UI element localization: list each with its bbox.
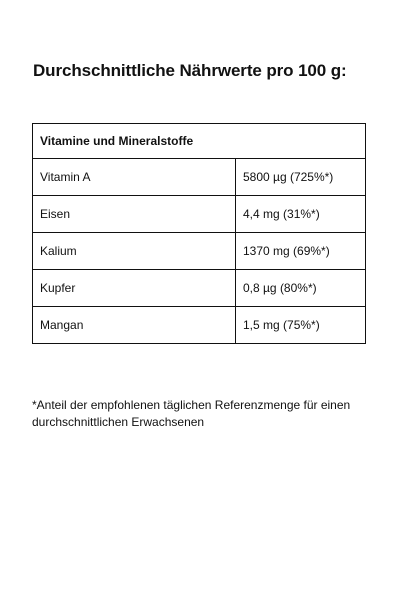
page-title: Durchschnittliche Nährwerte pro 100 g: bbox=[33, 61, 347, 80]
table-row bbox=[33, 233, 366, 270]
table-header-row bbox=[33, 124, 366, 159]
nutrient-value: 1370 mg (69%*) bbox=[236, 233, 366, 270]
nutrient-name: Kalium bbox=[33, 233, 236, 270]
table-row bbox=[33, 196, 366, 233]
nutrient-value: 0,8 µg (80%*) bbox=[236, 270, 366, 307]
nutrient-value: 1,5 mg (75%*) bbox=[236, 307, 366, 344]
nutrient-value: 4,4 mg (31%*) bbox=[236, 196, 366, 233]
table-row bbox=[33, 307, 366, 344]
nutrient-name: Kupfer bbox=[33, 270, 236, 307]
table-row bbox=[33, 270, 366, 307]
footnote: *Anteil der empfohlenen täglichen Referenzmenge für einen durchschnittlichen Erwachsenen bbox=[32, 398, 351, 429]
nutrient-name: Mangan bbox=[33, 307, 236, 344]
nutrient-name: Eisen bbox=[33, 196, 236, 233]
table-header: Vitamine und Mineralstoffe bbox=[33, 124, 366, 159]
nutrient-name: Vitamin A bbox=[33, 159, 236, 196]
nutrient-value: 5800 µg (725%*) bbox=[236, 159, 366, 196]
table-row bbox=[33, 159, 366, 196]
nutrition-table bbox=[32, 123, 366, 344]
